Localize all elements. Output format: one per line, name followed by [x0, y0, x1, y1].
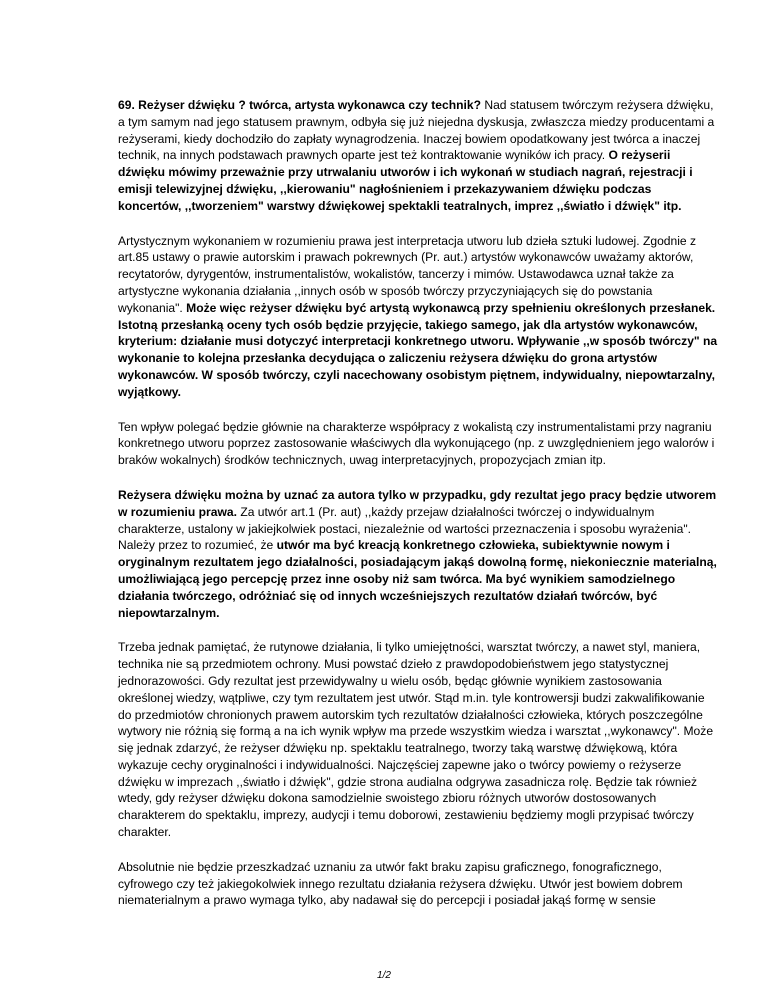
paragraph: [118, 859, 718, 909]
paragraph: [118, 419, 718, 469]
paragraph: [118, 97, 718, 215]
document-body: [118, 97, 718, 927]
paragraph: [118, 487, 718, 621]
text-run: Absolutnie nie będzie przeszkadzać uznaniu za utwór fakt braku zapisu graficznego, fonograficznego, cyfrowego czy też jakiegokolwiek innego rezultatu działania reżysera dźwięku. Utwór jest bowiem dobrem niematerialnym a prawo wymaga tylko, aby nadawał się do percepcji i posiadał jakąś formę w sensie: [118, 859, 683, 908]
bold-text: O reżyserii dźwięku mówimy przeważnie przy utrwalaniu utworów i ich wykonań w studiach nagrań, rejestracji i emisji telewizyjnej dźwięku, ,,kierowaniu" nagłośnieniem i przekazywaniem dźwięku podczas koncertów, ,,tworzeniem" warstwy dźwiękowej spektakli teatralnych, imprez ,,światło i dźwięk" itp.: [118, 148, 693, 213]
bold-text: Może więc reżyser dźwięku być artystą wykonawcą przy spełnieniu określonych przesłanek. Istotną przesłanką oceny tych osób będzie przyjęcie, takiego samego, jak dla artystów wykonawców, kryterium: działanie musi dotyczyć interpretacji konkretnego utworu. Wpływanie ,,w sposób twórczy" na wykonanie to kolejna przesłanka decydująca o zaliczeniu reżysera dźwięku do grona artystów wykonawców. W sposób twórczy, czyli nacechowany osobistym piętnem, indywidualny, niepowtarzalny, wyjątkowy.: [118, 300, 718, 399]
paragraph: [118, 233, 718, 401]
text-run: Artystycznym wykonaniem w rozumieniu prawa jest interpretacja utworu lub dzieła sztuki ludowej. Zgodnie z art.85 ustawy o prawie autorskim i prawach pokrewnych (Pr. aut.) artystów wykonawców uważamy aktorów, recytatorów, dyrygentów, instrumentalistów, wokalistów, tancerzy i mimów. Ustawodawca uznał także za artystyczne wykonania działania ,,innych osób w sposób twórczy przyczyniających się do powstania wykonania".: [118, 233, 697, 315]
bold-text: 69. Reżyser dźwięku ? twórca, artysta wykonawca czy technik?: [118, 98, 481, 112]
bold-text: utwór ma być kreacją konkretnego człowieka, subiektywnie nowym i oryginalnym rezultatem jego działalności, posiadającym jakąś dowolną formę, niekoniecznie materialną, umożliwiającą jego percepcję przez inne osoby niż sam twórca. Ma być wynikiem samodzielnego działania twórczego, odróżniać się od innych wcześniejszych rezultatów działań twórców, być niepowtarzalnym.: [118, 538, 717, 620]
text-run: Nad statusem twórczym reżysera dźwięku, a tym samym nad jego statusem prawnym, odbyła się już niejedna dyskusja, zwłaszcza miedzy producentami a reżyserami, kiedy dochodziło do zapłaty wynagrodzenia. Inaczej bowiem opodatkowany jest twórca a inaczej technik, na innych podstawach prawnych oparte jest też kontraktowanie wyników ich pracy.: [118, 98, 715, 163]
paragraph: [118, 639, 718, 841]
page-number: 1/2: [377, 970, 391, 981]
text-run: Trzeba jednak pamiętać, że rutynowe działania, li tylko umiejętności, warsztat twórczy, a nawet styl, maniera, technika nie są przedmiotem ochrony. Musi powstać dzieło z prawdopodobieństwem jego statystycznej jednorazowości. Gdy rezultat jest przewidywalny u wielu osób, będąc głównie wynikiem zastosowania określonej wiedzy, wątpliwe, czy tym rezultatem jest utwór. Stąd m.in. tyle kontrowersji budzi zakwalifikowanie do przedmiotów chronionych prawem autorskim tych rezultatów działalności człowieka, których poszczególne wytwory nie różnią się formą a na ich wynik wpływ ma przede wszystkim wiedza i warsztat ,,wykonawcy". Może się jednak zdarzyć, że reżyser dźwięku np. spektaklu teatralnego, tworzy taką warstwę dźwiękową, która wykazuje cechy oryginalności i indywidualności. Najczęściej zapewne jako o twórcy powiemy o reżyserze dźwięku w imprezach ,,światło i dźwięk", gdzie strona audialna odgrywa zasadnicza rolę. Będzie tak również wtedy, gdy reżyser dźwięku dokona samodzielnie swoistego zbioru różnych utworów dostosowanych charakterem do spektaklu, imprezy, audycji i temu doborowi, zestawieniu będziemy mogli przypisać twórczy charakter.: [118, 640, 714, 840]
text-run: Ten wpływ polegać będzie głównie na charakterze współpracy z wokalistą czy instrumentalistami przy nagraniu konkretnego utworu poprzez zastosowanie właściwych dla wykonującego (np. z uwzględnieniem jego walorów i braków wokalnych) środków technicznych, uwag interpretacyjnych, propozycjach zmian itp.: [118, 419, 715, 468]
text-run: Za utwór art.1 (Pr. aut) ,,każdy przejaw działalności twórczej o indywidualnym charakterze, ustalony w jakiejkolwiek postaci, niezależnie od wartości przeznaczenia i sposobu wyrażenia". Należy przez to rozumieć, że: [118, 504, 691, 553]
bold-text: Reżysera dźwięku można by uznać za autora tylko w przypadku, gdy rezultat jego pracy będzie utworem w rozumieniu prawa.: [118, 487, 717, 519]
